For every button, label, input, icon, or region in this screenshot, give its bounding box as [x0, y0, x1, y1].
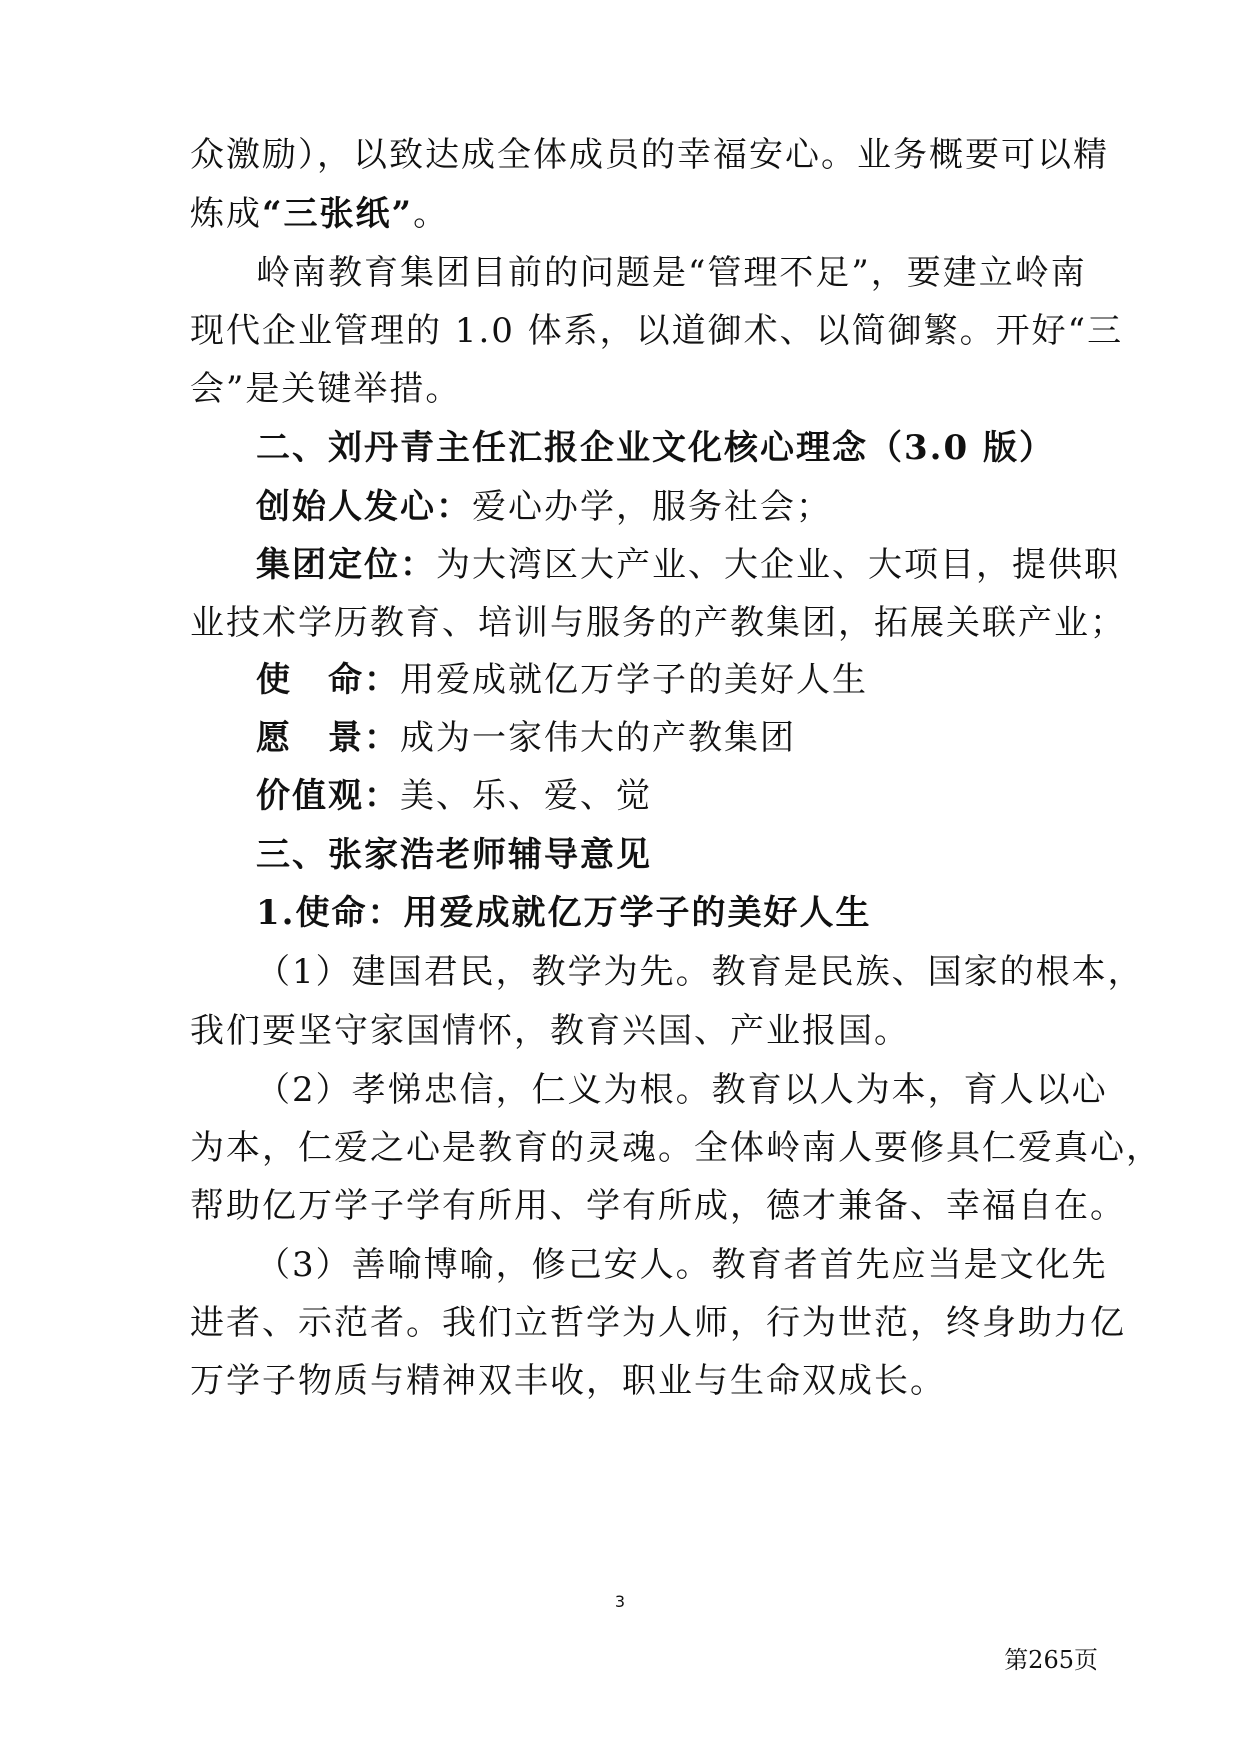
- vision-text: 成为一家伟大的产教集团: [400, 718, 796, 758]
- paragraph-line: 会”是关键举措。: [190, 369, 462, 409]
- bold-text-run: “三张纸”: [262, 194, 414, 234]
- mission-text: 用爱成就亿万学子的美好人生: [400, 660, 868, 700]
- subsection-heading: 1.使命：用爱成就亿万学子的美好人生: [256, 893, 872, 933]
- text-run: 炼成: [190, 194, 262, 234]
- footer-page-label: 第265页: [1004, 1646, 1098, 1674]
- paragraph-line: （1）建国君民，教学为先。教育是民族、国家的根本，: [256, 952, 1144, 992]
- paragraph-line: 现代企业管理的 1.0 体系，以道御术、以简御繁。开好“三: [190, 311, 1124, 351]
- founder-text: 爱心办学，服务社会；: [472, 487, 832, 527]
- position-line-cont: 业技术学历教育、培训与服务的产教集团，拓展关联产业；: [190, 603, 1126, 643]
- founder-line: [256, 485, 1050, 529]
- paragraph-line: 众激励），以致达成全体成员的幸福安心。业务概要可以精: [190, 135, 1109, 175]
- paragraph-line: （2）孝悌忠信，仁义为根。教育以人为本，育人以心: [256, 1070, 1108, 1110]
- paragraph-line: （3）善喻博喻，修己安人。教育者首先应当是文化先: [256, 1245, 1108, 1285]
- values-text: 美、乐、爱、觉: [400, 776, 652, 816]
- paragraph-line: 为本，仁爱之心是教育的灵魂。全体岭南人要修具仁爱真心，: [190, 1128, 1162, 1168]
- position-text: 为大湾区大产业、大企业、大项目，提供职: [436, 545, 1120, 585]
- paragraph-line: 岭南教育集团目前的问题是“管理不足”，要建立岭南: [256, 253, 1087, 293]
- paragraph-line: 我们要坚守家国情怀，教育兴国、产业报国。: [190, 1011, 910, 1051]
- paragraph-line: 进者、示范者。我们立哲学为人师，行为世范，终身助力亿: [190, 1303, 1126, 1343]
- founder-label: 创始人发心：: [256, 487, 472, 527]
- mission-label: 使 命：: [256, 660, 400, 700]
- vision-line: [256, 716, 1050, 760]
- paragraph-line: 帮助亿万学子学有所用、学有所成，德才兼备、幸福自在。: [190, 1186, 1126, 1226]
- paragraph-line: [190, 192, 1050, 236]
- values-line: [256, 774, 1050, 818]
- vision-label: 愿 景：: [256, 718, 400, 758]
- section-heading-3: 三、张家浩老师辅导意见: [256, 835, 652, 875]
- text-run: 。: [413, 194, 450, 234]
- values-label: 价值观：: [256, 776, 400, 816]
- section-heading-2: 二、刘丹青主任汇报企业文化核心理念（3.0 版）: [256, 428, 1055, 468]
- position-label: 集团定位：: [256, 545, 436, 585]
- mission-line: [256, 658, 1050, 702]
- page-number: 3: [614, 1592, 626, 1611]
- paragraph-line: 万学子物质与精神双丰收，职业与生命双成长。: [190, 1361, 946, 1401]
- position-line: [256, 543, 1120, 587]
